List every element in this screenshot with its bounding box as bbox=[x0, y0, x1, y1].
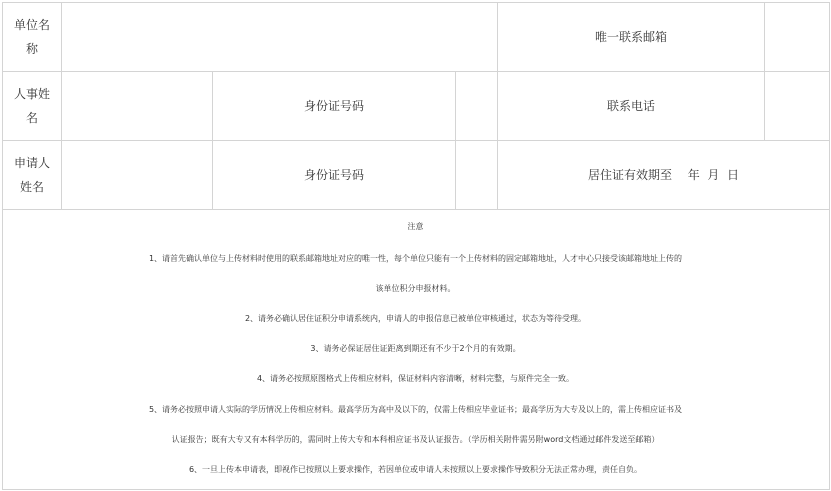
residence-permit-expiry-text: 居住证有效期至 年 月 日 bbox=[587, 168, 740, 182]
applicant-name-field[interactable] bbox=[62, 141, 212, 209]
phone-label bbox=[498, 72, 764, 140]
applicant-id-field[interactable] bbox=[456, 141, 497, 209]
unit-name-label-line1: 单位名 bbox=[13, 18, 50, 32]
unit-name-field[interactable] bbox=[62, 3, 497, 71]
hr-id-label-text: 身份证号码 bbox=[303, 99, 364, 113]
hr-id-field[interactable] bbox=[456, 72, 497, 140]
applicant-name-label-line2: 姓名 bbox=[19, 180, 44, 194]
residence-permit-expiry-label[interactable] bbox=[498, 141, 829, 209]
note-item-6: 6、一旦上传本申请表，即视作已按照以上要求操作，若因单位或申请人未按照以上要求操作导致积分无法正常办理，责任自负。 bbox=[188, 465, 643, 474]
hr-name-label-line1: 人事姓 bbox=[13, 87, 50, 101]
hr-name-label bbox=[3, 72, 61, 140]
email-field[interactable] bbox=[765, 3, 829, 71]
hr-id-label bbox=[213, 72, 455, 140]
note-item-4: 4、请务必按照原图格式上传相应材料，保证材料内容清晰，材料完整，与原件完全一致。 bbox=[256, 374, 575, 383]
notes-title: 注意 bbox=[407, 222, 424, 231]
note-item-2: 2、请务必确认居住证积分申请系统内，申请人的申报信息已被单位审核通过，状态为等待受理。 bbox=[244, 314, 587, 323]
note-item-1: 1、请首先确认单位与上传材料时使用的联系邮箱地址对应的唯一性，每个单位只能有一个上传材料的固定邮箱地址，人才中心只接受该邮箱地址上传的 bbox=[148, 254, 683, 263]
email-label bbox=[498, 3, 764, 71]
note-item-3: 3、请务必保证居住证距离到期还有不少于2个月的有效期。 bbox=[310, 344, 521, 353]
applicant-id-label-text: 身份证号码 bbox=[303, 168, 364, 182]
unit-name-label-line2: 称 bbox=[25, 42, 38, 56]
unit-name-label bbox=[3, 3, 61, 71]
notes-section bbox=[0, 210, 831, 491]
phone-label-text: 联系电话 bbox=[606, 99, 655, 113]
applicant-name-label-line1: 申请人 bbox=[13, 156, 50, 170]
hr-name-label-line2: 名 bbox=[25, 111, 38, 125]
applicant-name-label bbox=[3, 141, 61, 209]
note-item-1-cont: 该单位积分申报材料。 bbox=[375, 284, 456, 293]
phone-field[interactable] bbox=[765, 72, 829, 140]
note-item-5-cont: 认证报告；既有大专又有本科学历的，需同时上传大专和本科相应证书及认证报告。（学历相关附件需另附word文档通过邮件发送至邮箱） bbox=[171, 435, 660, 444]
applicant-id-label bbox=[213, 141, 455, 209]
email-label-text: 唯一联系邮箱 bbox=[594, 30, 667, 44]
note-item-5: 5、请务必按照申请人实际的学历情况上传相应材料。最高学历为高中及以下的，仅需上传相应毕业证书；最高学历为大专及以上的，需上传相应证书及 bbox=[148, 405, 683, 414]
hr-name-field[interactable] bbox=[62, 72, 212, 140]
